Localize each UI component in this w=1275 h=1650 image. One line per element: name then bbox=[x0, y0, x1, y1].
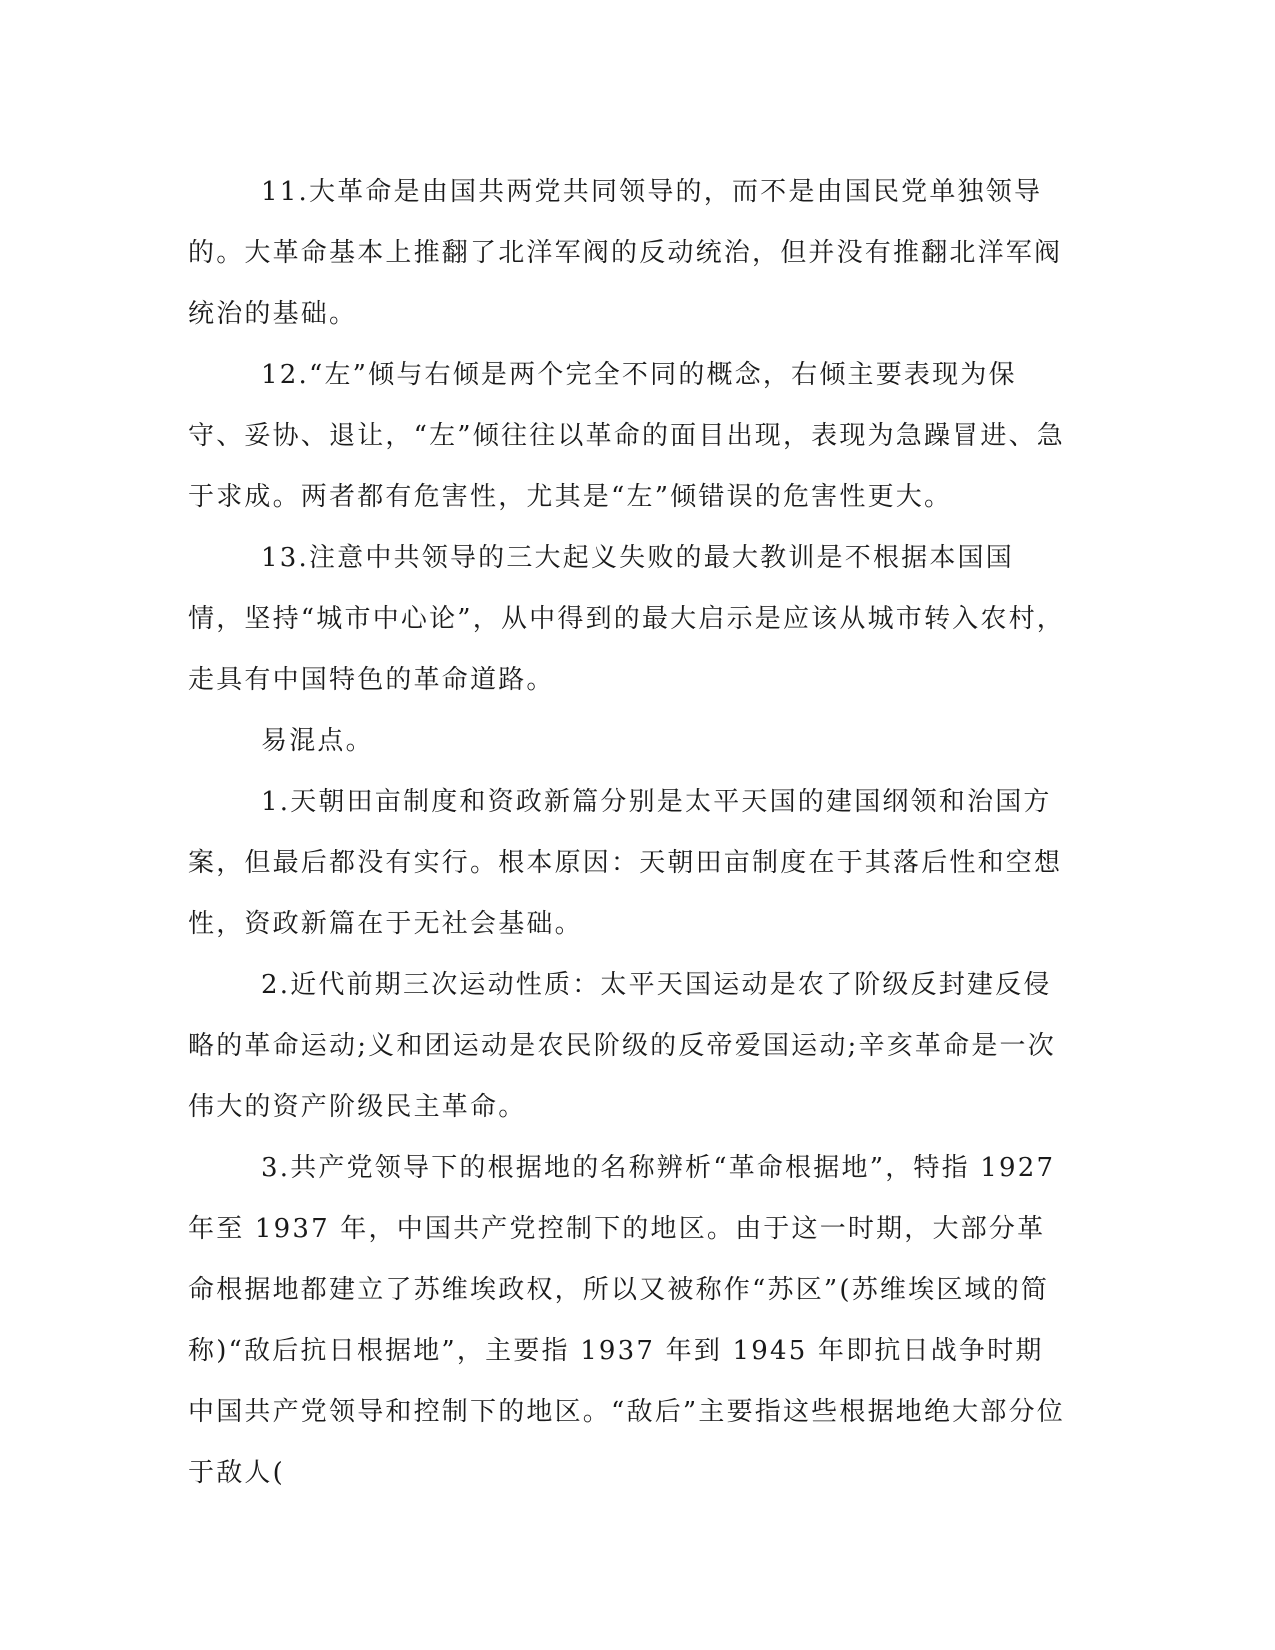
document-body bbox=[188, 162, 1068, 1504]
paragraph-1-taiping-programs: 1.天朝田亩制度和资政新篇分别是太平天国的建国纲领和治国方案，但最后都没有实行。根本原因：天朝田亩制度在于其落后性和空想性，资政新篇在于无社会基础。 bbox=[188, 787, 1063, 939]
paragraph-13-three-uprisings: 13.注意中共领导的三大起义失败的最大教训是不根据本国国情，坚持“城市中心论”，从中得到的最大启示是应该从城市转入农村，走具有中国特色的革命道路。 bbox=[188, 543, 1065, 695]
paragraph-11-great-revolution: 11.大革命是由国共两党共同领导的，而不是由国民党单独领导的。大革命基本上推翻了北洋军阀的反动统治，但并没有推翻北洋军阀统治的基础。 bbox=[188, 177, 1063, 329]
section-heading-confusing-points: 易混点。 bbox=[261, 726, 374, 756]
paragraph-2-three-movements: 2.近代前期三次运动性质：太平天国运动是农了阶级反封建反侵略的革命运动;义和团运动是农民阶级的反帝爱国运动;辛亥革命是一次伟大的资产阶级民主革命。 bbox=[188, 970, 1056, 1122]
paragraph-12-left-right-deviation: 12.“左”倾与右倾是两个完全不同的概念，右倾主要表现为保守、妥协、退让，“左”倾往往以革命的面目出现，表现为急躁冒进、急于求成。两者都有危害性，尤其是“左”倾错误的危害性更大。 bbox=[188, 360, 1065, 512]
paragraph-3-base-areas: 3.共产党领导下的根据地的名称辨析“革命根据地”，特指 1927 年至 1937 年，中国共产党控制下的地区。由于这一时期，大部分革命根据地都建立了苏维埃政权，所以又被称作“苏区”(苏维埃区域的简称)“敌后抗日根据地”，主要指 1937 年到 1945 年即抗日战争时期中国共产党领导和控制下的地区。“敌后”主要指这些根据地绝大部分位于敌人( bbox=[188, 1153, 1065, 1488]
